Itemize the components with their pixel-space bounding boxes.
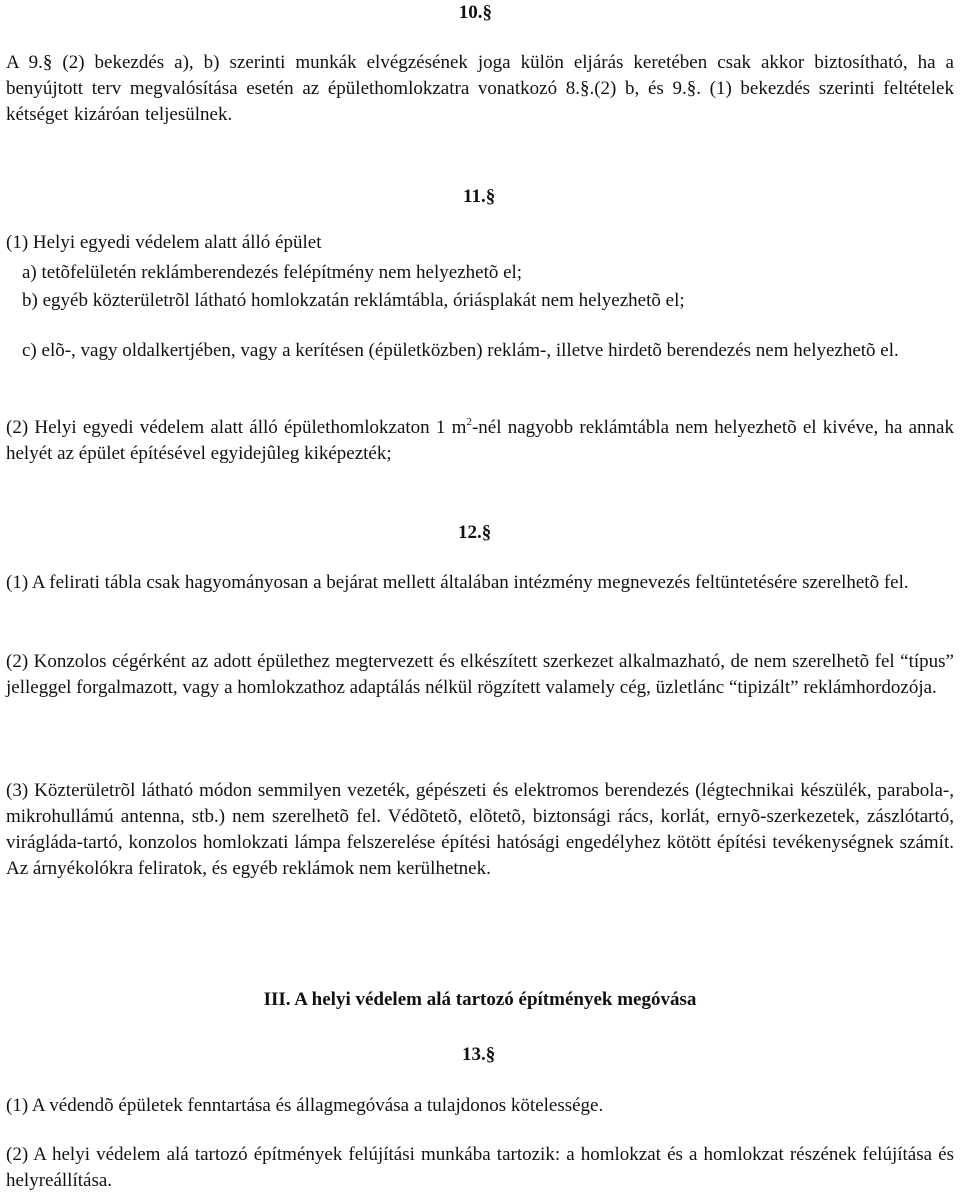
section-11-para-2	[6, 415, 954, 467]
section-11-para-1-intro: (1) Helyi egyedi védelem alatt álló épület	[6, 232, 322, 253]
section-12-heading: 12.§	[458, 522, 492, 543]
section-13-para-2: (2) A helyi védelem alá tartozó építmények felújítási munkába tartozik: a homlokzat és a homlokzat részének felújítása és helyreállítása.	[6, 1144, 954, 1191]
chapter-3-title: III. A helyi védelem alá tartozó építmények megóvása	[263, 989, 697, 1010]
section-11-para-1-item-a: a) tetõfelületén reklámberendezés felépítmény nem helyezhetõ el;	[22, 262, 523, 283]
section-10-body: A 9.§ (2) bekezdés a), b) szerinti munkák elvégzésének joga külön eljárás keretében csak akkor biztosítható, ha a benyújtott terv megvalósítása esetén az épülethomlokzatra vonatkozó 8.§.(2) b, és 9.§. (1) bekezdés szerinti feltételek kétséget kizáróan teljesülnek.	[6, 52, 954, 125]
section-12-para-1: (1) A felirati tábla csak hagyományosan a bejárat mellett általában intézmény megnevezés feltüntetésére szerelhetõ fel.	[6, 572, 909, 593]
section-11-para-2-pre: (2) Helyi egyedi védelem alatt álló épülethomlokzaton 1 m	[6, 417, 467, 438]
section-11-heading: 11.§	[463, 186, 496, 207]
section-13-para-1: (1) A védendõ épületek fenntartása és állagmegóvása a tulajdonos kötelessége.	[6, 1095, 604, 1116]
section-10-heading: 10.§	[458, 2, 492, 23]
section-11-para-1-item-c: c) elõ-, vagy oldalkertjében, vagy a kerítésen (épületközben) reklám-, illetve hirdetõ berendezés nem helyezhetõ el.	[22, 340, 899, 361]
section-12-para-3: (3) Közterületrõl látható módon semmilyen vezeték, gépészeti és elektromos berendezés (légtechnikai készülék, parabola-, mikrohullámú antenna, stb.) nem szerelhetõ fel. Védõtetõ, elõtetõ, biztonsági rács, korlát, ernyõ-szerkezetek, zászlótartó, virágláda-tartó, konzolos homlokzati lámpa felszerelése építési hatósági engedélyhez kötött építési tevékenységnek számít. Az árnyékolókra feliratok, és egyéb reklámok nem kerülhetnek.	[6, 780, 954, 879]
superscript-2: 2	[466, 416, 472, 428]
section-11-para-1-item-b: b) egyéb közterületrõl látható homlokzatán reklámtábla, óriásplakát nem helyezhetõ el;	[22, 290, 685, 311]
section-11-para-2-post: -nél nagyobb reklámtábla nem helyezhetõ el kivéve, ha annak helyét az épület építésével egyidejûleg kiképezték;	[6, 417, 954, 464]
section-13-heading: 13.§	[462, 1044, 496, 1065]
section-12-para-2: (2) Konzolos cégérként az adott épülethez megtervezett és elkészített szerkezet alkalmazható, de nem szerelhetõ fel “típus” jelleggel forgalmazott, vagy a homlokzathoz adaptálás nélkül rögzített valamely cég, üzletlánc “tipizált” reklámhordozója.	[6, 651, 954, 698]
